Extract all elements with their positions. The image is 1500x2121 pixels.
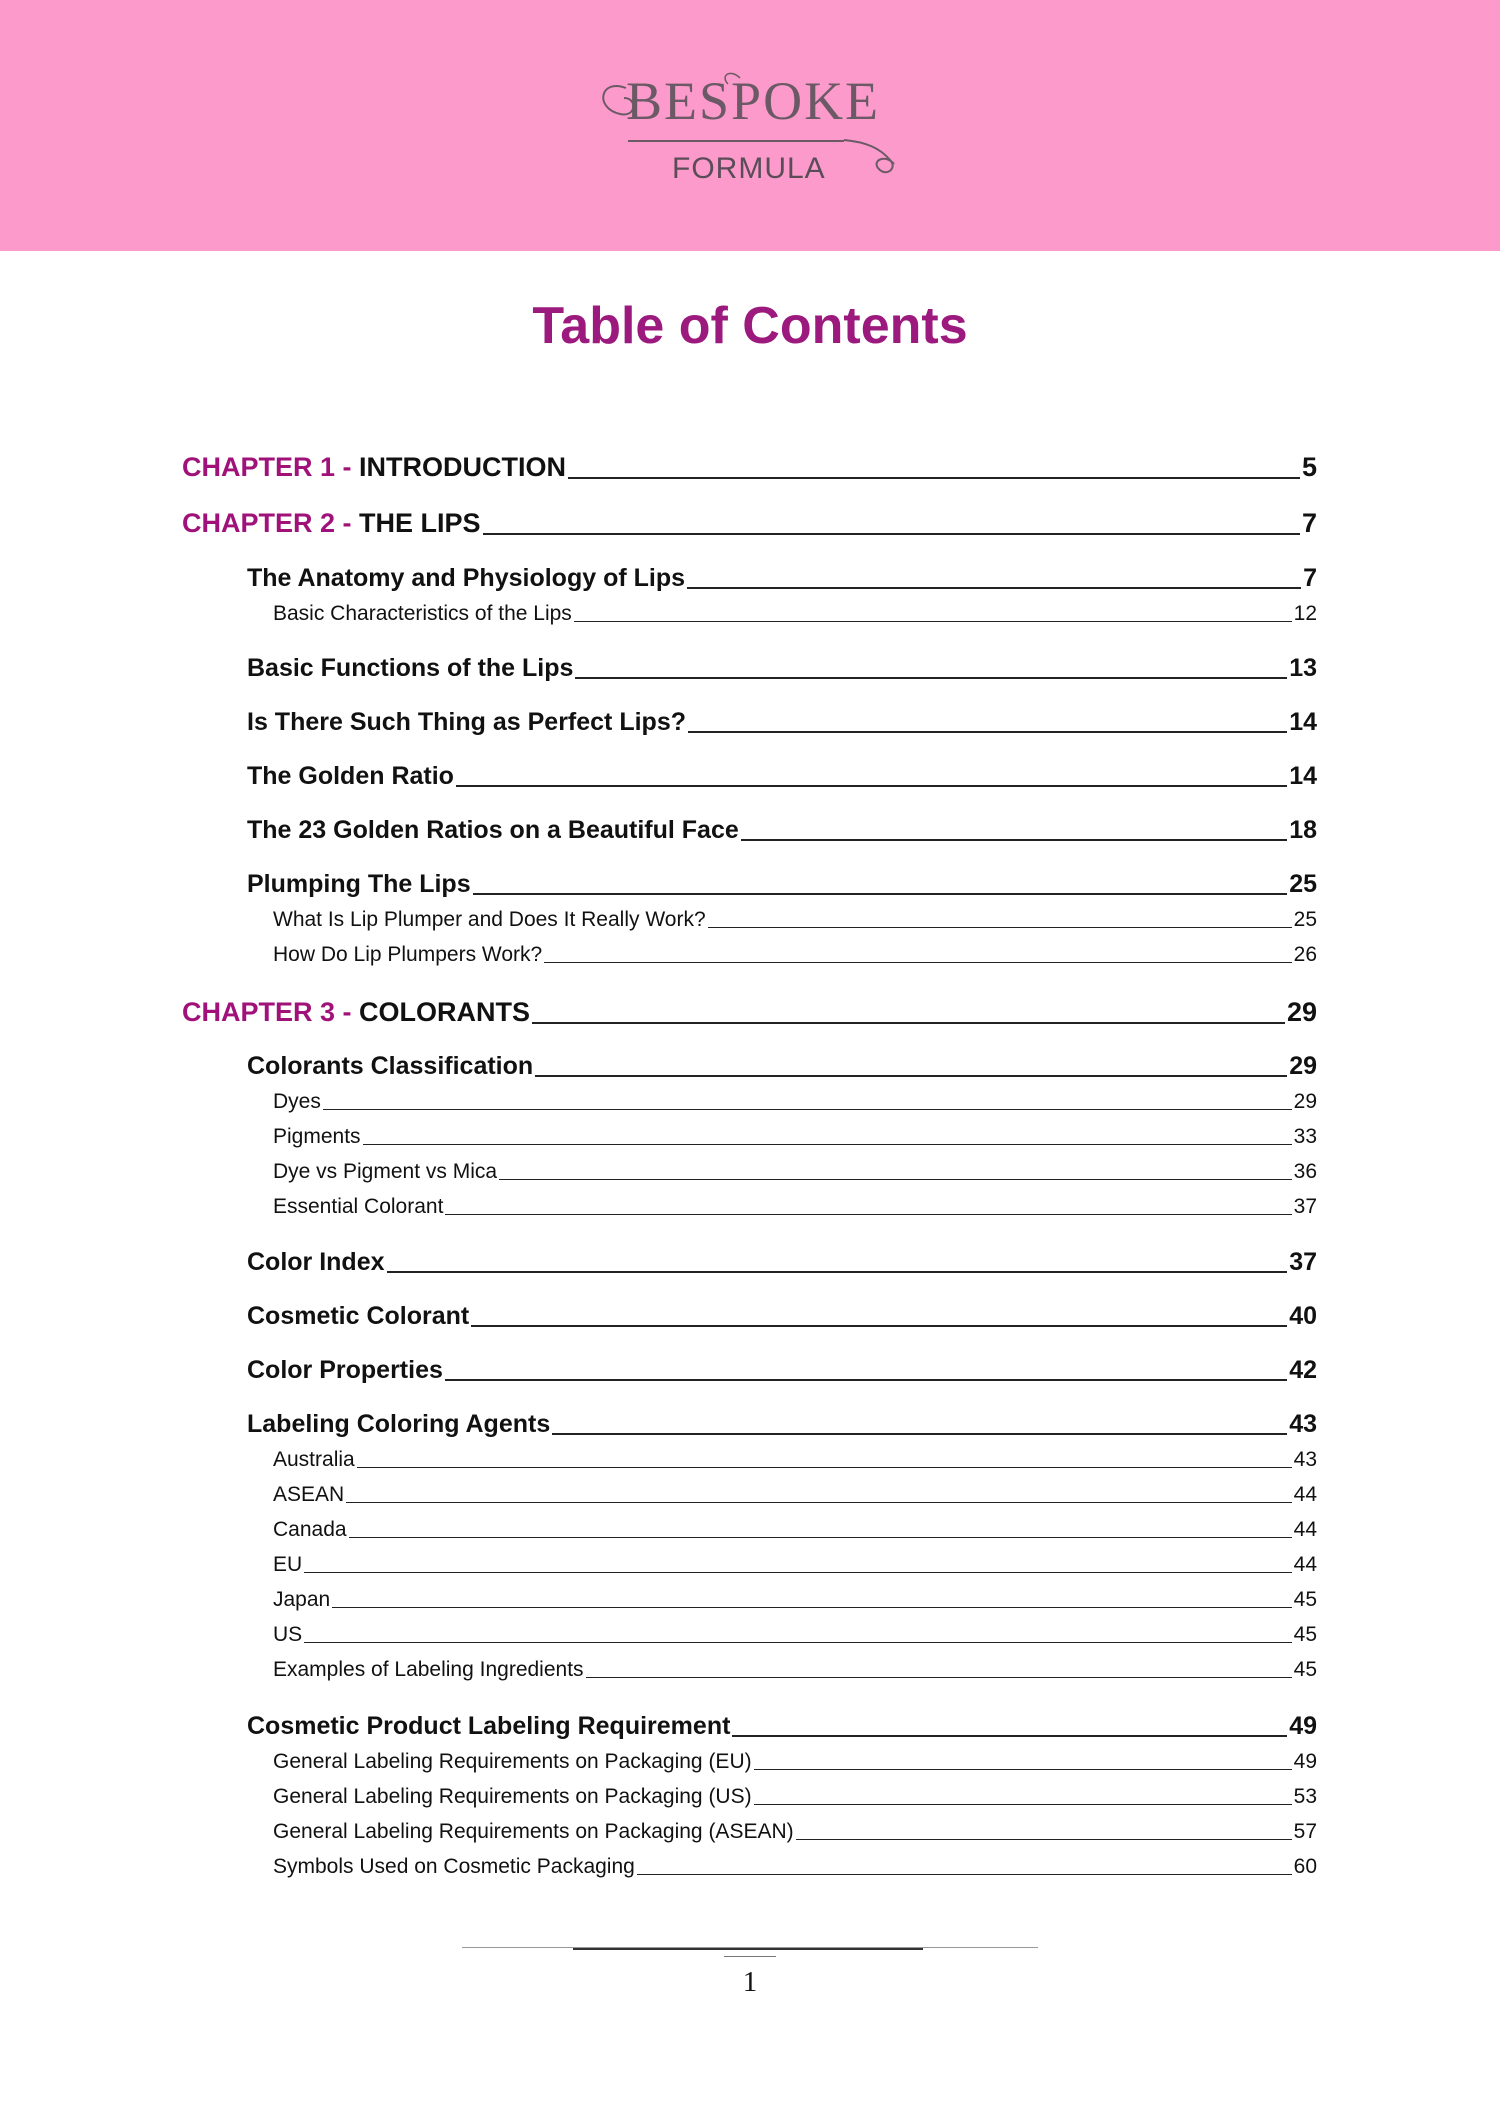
- toc-entry-text: Dyes: [273, 1090, 321, 1113]
- toc-leader-line: [499, 1179, 1292, 1180]
- toc-entry-label: [273, 1090, 321, 1114]
- toc-page-number: 43: [1293, 1448, 1317, 1471]
- toc-entry-text: What Is Lip Plumper and Does It Really Work?: [273, 908, 706, 931]
- toc-page-number: 49: [1293, 1750, 1317, 1773]
- toc-subsection-entry[interactable]: [273, 1553, 1317, 1577]
- toc-section-entry[interactable]: [247, 870, 1317, 899]
- toc-page-number: 44: [1293, 1518, 1317, 1541]
- toc-leader-line: [304, 1642, 1291, 1643]
- toc-leader-line: [574, 621, 1292, 622]
- bespoke-formula-logo: [590, 68, 910, 198]
- toc-leader-line: [544, 962, 1291, 963]
- chapter-number: CHAPTER 2 -: [182, 508, 360, 538]
- toc-leader-line: [575, 677, 1287, 679]
- toc-subsection-entry[interactable]: [273, 1820, 1317, 1844]
- toc-page-number: 13: [1289, 654, 1317, 682]
- toc-entry-text: Canada: [273, 1518, 347, 1541]
- toc-subsection-entry[interactable]: [273, 1448, 1317, 1472]
- toc-leader-line: [445, 1214, 1291, 1215]
- toc-entry-text: INTRODUCTION: [359, 452, 567, 482]
- toc-leader-line: [568, 477, 1300, 479]
- toc-entry-label: [247, 870, 471, 899]
- toc-subsection-entry[interactable]: [273, 1623, 1317, 1647]
- toc-page-number: 36: [1293, 1160, 1317, 1183]
- toc-leader-line: [754, 1769, 1292, 1770]
- toc-chapter-entry[interactable]: [182, 997, 1317, 1028]
- toc-leader-line: [796, 1839, 1292, 1840]
- toc-page-number: 29: [1293, 1090, 1317, 1113]
- toc-leader-line: [688, 731, 1287, 733]
- toc-entry-text: Cosmetic Colorant: [247, 1302, 470, 1330]
- toc-entry-label: [273, 1750, 752, 1774]
- toc-page-number: 25: [1289, 870, 1317, 898]
- toc-subsection-entry[interactable]: [273, 602, 1317, 626]
- toc-entry-text: Colorants Classification: [247, 1052, 534, 1080]
- toc-subsection-entry[interactable]: [273, 1855, 1317, 1879]
- toc-subsection-entry[interactable]: [273, 1125, 1317, 1149]
- toc-leader-line: [456, 785, 1287, 787]
- toc-page-number: 43: [1289, 1410, 1317, 1438]
- toc-page-number: 29: [1289, 1052, 1317, 1080]
- toc-leader-line: [637, 1874, 1292, 1875]
- toc-page-number: 33: [1293, 1125, 1317, 1148]
- toc-leader-line: [741, 839, 1287, 841]
- toc-entry-text: Is There Such Thing as Perfect Lips?: [247, 708, 686, 736]
- toc-entry-text: Examples of Labeling Ingredients: [273, 1658, 584, 1681]
- toc-entry-text: Symbols Used on Cosmetic Packaging: [273, 1855, 635, 1878]
- toc-section-entry[interactable]: [247, 816, 1317, 845]
- toc-entry-label: [247, 816, 739, 845]
- toc-entry-label: [273, 1658, 584, 1682]
- toc-entry-label: [273, 1448, 355, 1472]
- toc-chapter-entry[interactable]: [182, 508, 1317, 539]
- toc-leader-line: [346, 1502, 1291, 1503]
- toc-entry-text: Cosmetic Product Labeling Requirement: [247, 1712, 731, 1740]
- toc-entry-text: Japan: [273, 1588, 331, 1611]
- toc-page-number: 45: [1293, 1658, 1317, 1681]
- toc-entry-label: [273, 908, 706, 932]
- toc-page-number: 44: [1293, 1483, 1317, 1506]
- toc-entry-text: ASEAN: [273, 1483, 345, 1506]
- toc-leader-line: [357, 1467, 1292, 1468]
- toc-page-number: 42: [1289, 1356, 1317, 1384]
- toc-subsection-entry[interactable]: [273, 1090, 1317, 1114]
- toc-entry-text: Color Index: [247, 1248, 385, 1276]
- toc-entry-label: [273, 1623, 302, 1647]
- toc-section-entry[interactable]: [247, 762, 1317, 791]
- toc-section-entry[interactable]: [247, 1356, 1317, 1385]
- toc-entry-label: [273, 1125, 361, 1149]
- toc-entry-label: [182, 452, 566, 483]
- toc-entry-label: [273, 1553, 302, 1577]
- logo-main-text: BESPOKE: [626, 71, 881, 131]
- toc-entry-text: How Do Lip Plumpers Work?: [273, 943, 543, 966]
- toc-entry-label: [273, 943, 542, 967]
- toc-entry-label: [247, 564, 685, 593]
- toc-leader-line: [473, 893, 1288, 895]
- toc-leader-line: [552, 1433, 1287, 1435]
- toc-entry-label: [247, 1052, 533, 1081]
- toc-leader-line: [586, 1677, 1292, 1678]
- toc-entry-label: [273, 1518, 347, 1542]
- toc-page-number: 14: [1289, 708, 1317, 736]
- toc-entry-text: US: [273, 1623, 303, 1646]
- toc-entry-label: [273, 602, 572, 626]
- toc-subsection-entry[interactable]: [273, 1588, 1317, 1612]
- toc-page-number: 7: [1301, 508, 1317, 538]
- toc-entry-text: General Labeling Requirements on Packaging (US): [273, 1785, 752, 1808]
- toc-page-number: 29: [1286, 997, 1317, 1027]
- toc-leader-line: [535, 1075, 1287, 1077]
- toc-leader-line: [323, 1109, 1292, 1110]
- toc-page-number: 45: [1293, 1623, 1317, 1646]
- toc-entry-text: COLORANTS: [359, 997, 531, 1027]
- toc-entry-label: [273, 1820, 794, 1844]
- toc-page-number: 40: [1289, 1302, 1317, 1330]
- toc-entry-label: [273, 1588, 330, 1612]
- toc-entry-label: [247, 1712, 730, 1741]
- toc-leader-line: [445, 1379, 1287, 1381]
- chapter-number: CHAPTER 1 -: [182, 452, 360, 482]
- toc-section-entry[interactable]: [247, 1052, 1317, 1081]
- toc-leader-line: [363, 1144, 1292, 1145]
- toc-subsection-entry[interactable]: [273, 1658, 1317, 1682]
- toc-entry-text: Australia: [273, 1448, 355, 1471]
- toc-entry-label: [273, 1195, 443, 1219]
- toc-section-entry[interactable]: [247, 708, 1317, 737]
- toc-subsection-entry[interactable]: [273, 908, 1317, 932]
- toc-page-number: 5: [1301, 452, 1317, 482]
- toc-subsection-entry[interactable]: [273, 1785, 1317, 1809]
- page-header: [0, 0, 1500, 251]
- toc-page-number: 60: [1293, 1855, 1317, 1878]
- toc-leader-line: [532, 1022, 1285, 1024]
- toc-page-number: 25: [1293, 908, 1317, 931]
- toc-page-number: 45: [1293, 1588, 1317, 1611]
- toc-entry-label: [273, 1160, 497, 1184]
- logo-sub-text: FORMULA: [672, 152, 826, 185]
- toc-entry-label: [247, 654, 573, 683]
- toc-page-number: 49: [1289, 1712, 1317, 1740]
- page-number: 1: [742, 1966, 758, 1998]
- toc-entry-text: The Golden Ratio: [247, 762, 454, 790]
- toc-entry-label: [182, 997, 530, 1028]
- toc-entry-text: The 23 Golden Ratios on a Beautiful Face: [247, 816, 739, 844]
- toc-entry-label: [247, 1410, 550, 1439]
- toc-subsection-entry[interactable]: [273, 1483, 1317, 1507]
- toc-leader-line: [471, 1325, 1287, 1327]
- toc-chapter-entry[interactable]: [182, 452, 1317, 483]
- toc-entry-label: [247, 708, 686, 737]
- toc-entry-text: Plumping The Lips: [247, 870, 471, 898]
- toc-leader-line: [687, 587, 1301, 589]
- toc-entry-text: Labeling Coloring Agents: [247, 1410, 551, 1438]
- toc-entry-label: [273, 1855, 635, 1879]
- toc-section-entry[interactable]: [247, 1712, 1317, 1741]
- toc-page-number: 37: [1289, 1248, 1317, 1276]
- toc-page-number: 57: [1293, 1820, 1317, 1843]
- toc-entry-text: EU: [273, 1553, 303, 1576]
- toc-subsection-entry[interactable]: [273, 943, 1317, 967]
- toc-entry-text: Basic Characteristics of the Lips: [273, 602, 572, 625]
- chapter-number: CHAPTER 3 -: [182, 997, 360, 1027]
- toc-section-entry[interactable]: [247, 564, 1317, 593]
- toc-entry-text: Pigments: [273, 1125, 361, 1148]
- page-title: Table of Contents: [532, 297, 968, 355]
- toc-entry-label: [182, 508, 481, 539]
- toc-leader-line: [483, 533, 1300, 535]
- toc-section-entry[interactable]: [247, 1248, 1317, 1277]
- toc-entry-text: The Anatomy and Physiology of Lips: [247, 564, 686, 592]
- toc-page-number: 18: [1289, 816, 1317, 844]
- toc-section-entry[interactable]: [247, 1410, 1317, 1439]
- toc-leader-line: [754, 1804, 1292, 1805]
- toc-entry-text: Essential Colorant: [273, 1195, 444, 1218]
- toc-subsection-entry[interactable]: [273, 1160, 1317, 1184]
- toc-page-number: 44: [1293, 1553, 1317, 1576]
- toc-leader-line: [387, 1271, 1288, 1273]
- toc-leader-line: [349, 1537, 1292, 1538]
- toc-entry-label: [273, 1483, 344, 1507]
- toc-entry-text: General Labeling Requirements on Packaging (EU): [273, 1750, 752, 1773]
- toc-entry-text: Dye vs Pigment vs Mica: [273, 1160, 498, 1183]
- toc-subsection-entry[interactable]: [273, 1750, 1317, 1774]
- toc-entry-label: [273, 1785, 752, 1809]
- toc-page-number: 53: [1293, 1785, 1317, 1808]
- toc-page-number: 7: [1303, 564, 1317, 592]
- footer-divider-bold: [573, 1948, 923, 1950]
- toc-page-number: 14: [1289, 762, 1317, 790]
- toc-subsection-entry[interactable]: [273, 1195, 1317, 1219]
- toc-entry-text: THE LIPS: [359, 508, 481, 538]
- toc-entry-text: Color Properties: [247, 1356, 443, 1384]
- toc-page-number: 37: [1293, 1195, 1317, 1218]
- toc-entry-label: [247, 1302, 469, 1331]
- toc-section-entry[interactable]: [247, 654, 1317, 683]
- toc-leader-line: [708, 927, 1292, 928]
- toc-entry-label: [247, 1356, 443, 1385]
- toc-subsection-entry[interactable]: [273, 1518, 1317, 1542]
- toc-section-entry[interactable]: [247, 1302, 1317, 1331]
- toc-leader-line: [332, 1607, 1291, 1608]
- toc-entry-text: General Labeling Requirements on Packaging (ASEAN): [273, 1820, 794, 1843]
- toc-leader-line: [304, 1572, 1291, 1573]
- logo-divider: [628, 140, 844, 142]
- toc-page-number: 26: [1293, 943, 1317, 966]
- toc-entry-text: Basic Functions of the Lips: [247, 654, 574, 682]
- toc-entry-label: [247, 1248, 385, 1277]
- toc-leader-line: [732, 1735, 1287, 1737]
- toc-entry-label: [247, 762, 454, 791]
- footer-divider-short: [724, 1956, 776, 1957]
- toc-page-number: 12: [1293, 602, 1317, 625]
